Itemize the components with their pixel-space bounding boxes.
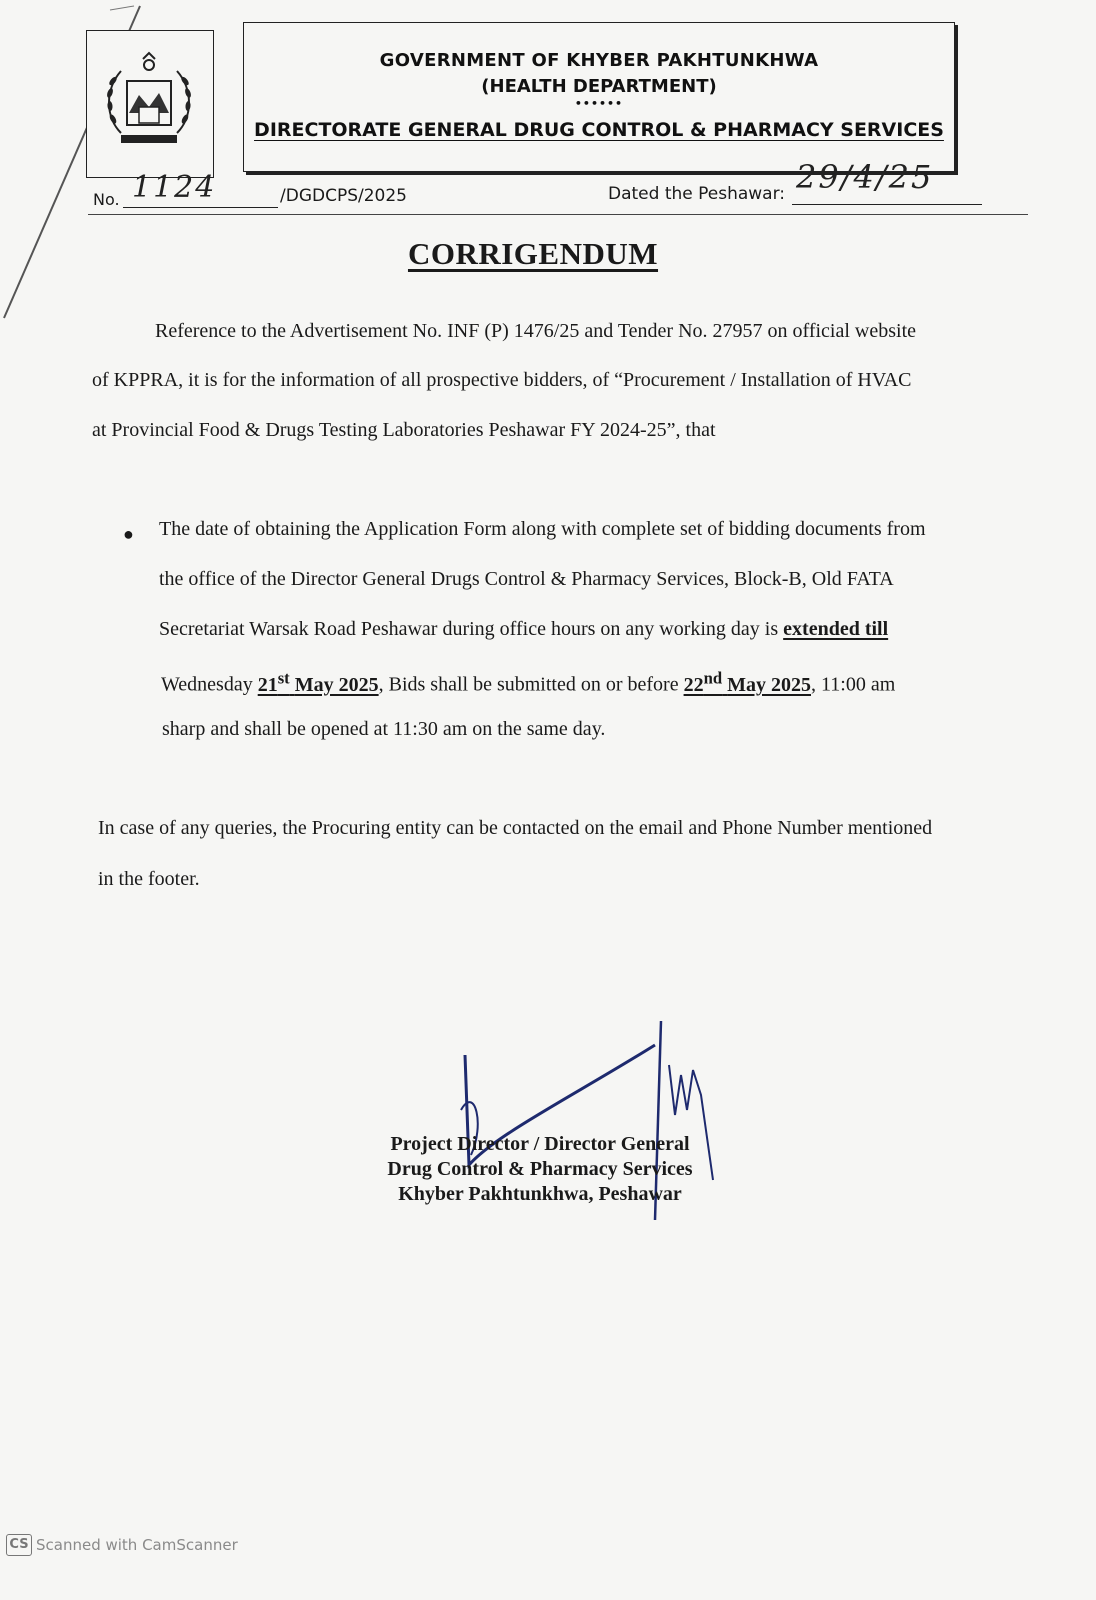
- government-title: GOVERNMENT OF KHYBER PAKHTUNKHWA: [379, 50, 819, 71]
- extended-till-emphasis: extended till: [783, 618, 889, 640]
- intro-line-1: Reference to the Advertisement No. INF (P) 1476/25 and Tender No. 27957 on official website: [155, 320, 917, 342]
- dated-value: 29/4/25: [796, 158, 934, 196]
- bullet-line-3: [159, 618, 888, 641]
- document-title: CORRIGENDUM: [407, 236, 659, 271]
- bullet-line-3-text: Secretariat Warsak Road Peshawar during office hours on any working day is: [159, 618, 779, 640]
- dated-line: [792, 204, 982, 205]
- bullet-line-1: The date of obtaining the Application Form along with complete set of bidding documents from: [159, 518, 926, 540]
- government-emblem-icon: [99, 51, 199, 151]
- signatory-title: Project Director / Director General: [390, 1133, 690, 1155]
- header-separator: ••••••: [574, 97, 624, 110]
- bullet-dot-icon: ●: [123, 524, 134, 544]
- signatory-location: Khyber Pakhtunkhwa, Peshawar: [398, 1183, 682, 1205]
- bid-time-text: , 11:00 am: [811, 673, 896, 696]
- reference-number-label: No.: [93, 190, 120, 209]
- scanner-watermark: Scanned with CamScanner: [36, 1536, 238, 1554]
- bullet-line-5: sharp and shall be opened at 11:30 am on the same day.: [162, 718, 606, 740]
- camscanner-logo-icon: CS: [6, 1534, 32, 1556]
- bullet-line-2: the office of the Director General Drugs Control & Pharmacy Services, Block-B, Old FATA: [159, 568, 894, 590]
- directorate-title: DIRECTORATE GENERAL DRUG CONTROL & PHARMACY SERVICES: [254, 119, 944, 141]
- bid-deadline-day: 22: [683, 673, 704, 696]
- closing-line-1: In case of any queries, the Procuring entity can be contacted on the email and Phone Number mentioned: [98, 817, 933, 839]
- weekday-text: Wednesday: [161, 673, 253, 696]
- intro-line-2: of KPPRA, it is for the information of all prospective bidders, of “Procurement / Installation of HVAC: [92, 369, 912, 391]
- form-deadline-day: 21: [257, 673, 278, 696]
- form-deadline-suffix: st: [277, 668, 290, 687]
- intro-line-3: at Provincial Food & Drugs Testing Laboratories Peshawar FY 2024-25”, that: [92, 419, 716, 441]
- reference-number-suffix: /DGDCPS/2025: [280, 186, 407, 206]
- signatory-office: Drug Control & Pharmacy Services: [387, 1158, 693, 1180]
- bid-deadline-suffix: nd: [703, 668, 723, 687]
- dated-label: Dated the Peshawar:: [608, 184, 786, 204]
- bid-deadline-month-year: May 2025: [727, 673, 811, 696]
- department-title: (HEALTH DEPARTMENT): [481, 76, 717, 97]
- bid-submission-text: , Bids shall be submitted on or before: [378, 673, 679, 696]
- bid-deadline-date: [683, 668, 811, 696]
- reference-number-value: 1124: [132, 170, 217, 205]
- closing-line-2: in the footer.: [98, 868, 200, 890]
- reference-number-line: [123, 207, 278, 208]
- form-deadline-month-year: May 2025: [294, 673, 379, 696]
- logo-frame: [86, 30, 214, 178]
- form-deadline-date: [257, 668, 379, 696]
- letterhead-box: [243, 22, 955, 172]
- bullet-line-4: [161, 668, 895, 697]
- header-rule: [88, 214, 1028, 215]
